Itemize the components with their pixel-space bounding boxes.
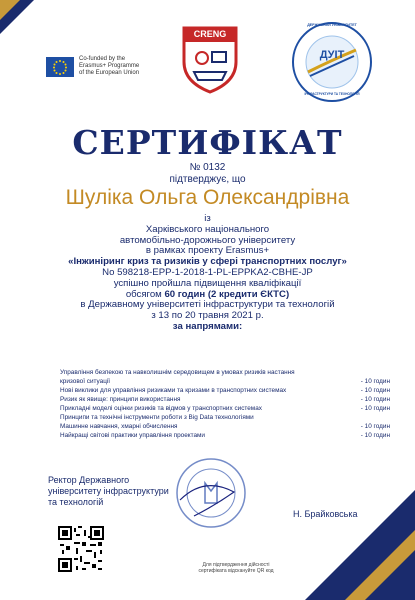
- qr-verification-note: [176, 562, 296, 574]
- topic-hours: - 10 годин: [360, 396, 390, 403]
- body-line: успішно пройшла підвищення кваліфікації: [113, 277, 302, 289]
- body-line: в Державному університеті інфраструктури та технологій: [80, 299, 335, 311]
- list-item: [60, 413, 390, 422]
- project-name: «Інжиніринг криз та ризиків у сфері транспортних послуг»: [68, 256, 347, 268]
- confirms-text: підтверджує, що: [169, 174, 246, 185]
- topic-name: Принципи та технічні інструменти роботи з Big Data технологіями: [60, 414, 254, 421]
- topic-hours: - 10 годин: [360, 387, 390, 394]
- eu-logo-line: of the European Union: [79, 70, 140, 76]
- dut-ring-bottom-text: ІНФРАСТРУКТУРИ ТА ТЕХНОЛОГІЙ: [304, 92, 360, 96]
- eu-logo: [46, 56, 139, 77]
- dut-ring-top-text: ДЕРЖАВНИЙ УНІВЕРСИТЕТ: [307, 23, 357, 27]
- eu-logo-line: Erasmus+ Programme: [79, 63, 140, 69]
- signer-name: Н. Брайковська: [293, 509, 358, 519]
- dut-logo-text: ДУІТ: [319, 49, 345, 61]
- dates-line: з 13 по 20 травня 2021 р.: [151, 310, 264, 322]
- qr-code-icon[interactable]: [58, 526, 104, 572]
- eu-logo-text: [79, 56, 139, 77]
- qr-note-line: Для підтвердження дійсності: [202, 562, 270, 568]
- topic-name: Прикладні моделі оцінки ризиків та відмов у транспортних системах: [60, 405, 262, 412]
- body-line: із: [204, 213, 211, 224]
- rector-line: Ректор Державного: [48, 475, 130, 485]
- official-stamp-icon: [174, 456, 248, 530]
- topic-hours: - 10 годин: [360, 432, 390, 439]
- project-number: No 598218-EPP-1-2018-1-PL-EPPKA2-CBHE-JP: [102, 266, 313, 278]
- list-item: [60, 395, 390, 404]
- topic-name: Ризик як явище: принципи використання: [60, 396, 181, 403]
- corner-accent-top-left: [0, 0, 20, 20]
- rector-line: університету інфраструктури: [48, 486, 169, 496]
- topic-hours: - 10 годин: [360, 405, 390, 412]
- volume-value: 60 годин (2 кредити ЄКТС): [164, 288, 290, 300]
- topic-name: Нові виклики для управління ризиками та кризами в транспортних системах: [60, 387, 287, 394]
- list-item: [60, 422, 390, 431]
- topic-hours: - 10 годин: [360, 378, 390, 385]
- body-line: Харківського національного: [145, 223, 270, 235]
- topic-name: Найкращі світові практики управління проектами: [60, 432, 205, 439]
- topic-name: Машинне навчання, хмарні обчислення: [60, 423, 178, 430]
- corner-decoration-bottom-right-inner: [365, 550, 415, 600]
- certificate-title: СЕРТИФІКАТ: [72, 123, 343, 162]
- eu-logo-line: Co-funded by the: [79, 56, 126, 62]
- creng-logo-text: CRENG: [193, 29, 227, 39]
- qr-note-line: сертифіката відскануйте QR код: [198, 568, 274, 574]
- topic-hours: - 10 годин: [360, 423, 390, 430]
- certificate-body: [0, 214, 415, 333]
- list-item: [60, 404, 390, 413]
- list-item: [60, 368, 390, 386]
- topic-name: Управління безпекою та навколишнім середовищем в умовах ризиків настання кризової ситуації: [60, 369, 295, 385]
- body-line: в рамках проекту Erasmus+: [145, 245, 270, 257]
- rector-title: [48, 475, 169, 508]
- recipient-name: Шуліка Ольга Олександрівна: [65, 186, 350, 209]
- certificate-number: № 0132: [189, 162, 226, 173]
- rector-line: та технологій: [48, 497, 104, 507]
- eu-flag-icon: [46, 57, 74, 77]
- list-item: [60, 386, 390, 395]
- directions-heading: за напрямами:: [172, 320, 243, 332]
- list-item: [60, 431, 390, 440]
- volume-prefix: обсягом: [125, 288, 165, 300]
- body-line: автомобільно-дорожнього університету: [119, 234, 296, 246]
- topics-list: [60, 368, 390, 440]
